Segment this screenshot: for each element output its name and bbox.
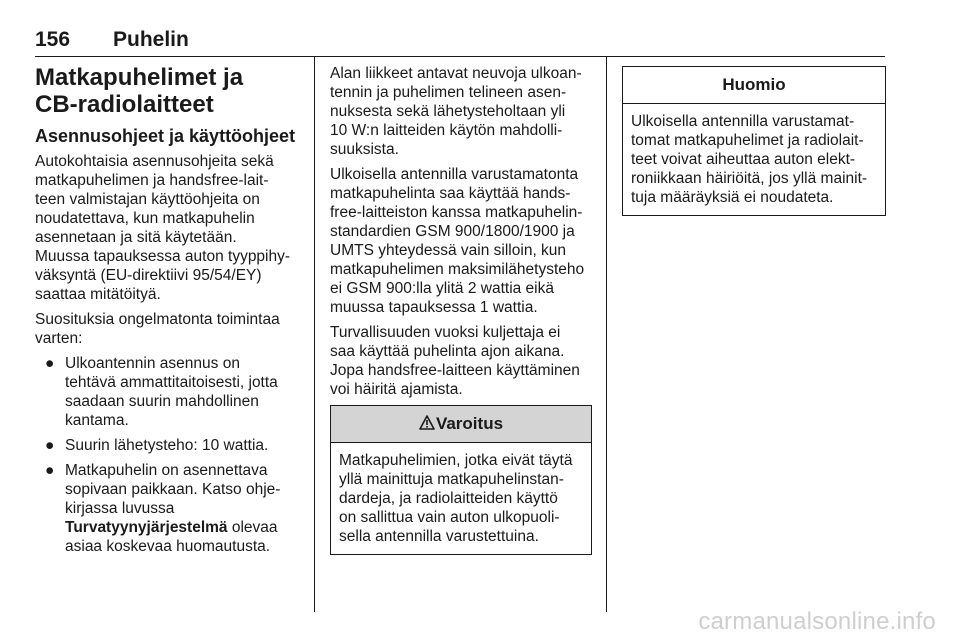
bullet-icon: ●	[45, 355, 55, 372]
sub-heading: Asennusohjeet ja käyttöohjeet	[35, 126, 296, 146]
page-number: 156	[35, 28, 71, 51]
paragraph-gsm: Ulkoisella antennilla varustamatonta matkapuhelinta saa käyttää hands- free-laitteiston kanssa matkapuhelin- standardien GSM 900/1800/1900 ja UMTS yhteydessä vain silloin, kun matkapuhelimen maksimilähetysteho ei GSM 900:lla ylitä 2 wattia eikä muussa tapauksessa 1 wattia.	[330, 166, 585, 316]
warning-triangle-icon	[419, 407, 435, 443]
list-item: ● Ulkoantennin asennus on tehtävä ammattitaitoisesti, jotta saadaan suurin mahdollinen kantama.	[45, 355, 278, 429]
paragraph-safety: Turvallisuuden vuoksi kuljettaja ei saa käyttää puhelinta ajon aikana. Jopa handsfree-laitteen käyttäminen voi häiritä ajamista.	[330, 324, 580, 398]
bullet-icon: ●	[45, 437, 55, 454]
note-header: Huomio	[623, 67, 885, 104]
watermark: carmanualsonline.info	[698, 608, 936, 635]
column-divider-2	[606, 57, 607, 612]
column-divider-1	[314, 57, 315, 612]
page-header	[35, 27, 885, 53]
warning-box	[330, 405, 592, 555]
warning-body: Matkapuhelimien, jotka eivät täytä yllä mainittuja matkapuhelinstan- dardeja, ja radiolaitteiden käyttö on sallittua vain auton ulkopuoli- sella antennilla varustettuina.	[339, 452, 573, 545]
column-2	[330, 64, 592, 555]
warning-title: Varoitus	[435, 414, 504, 433]
section-title: Puhelin	[113, 28, 189, 51]
column-3	[622, 64, 886, 216]
paragraph-dealers: Alan liikkeet antavat neuvoja ulkoan- tennin ja puhelimen telineen asen- nuksesta sekä lähetysteholtaan yli 10 W:n laitteiden käytön mahdolli- suuksista.	[330, 65, 582, 158]
header-rule	[35, 56, 885, 57]
warning-header	[331, 406, 591, 443]
note-box	[622, 66, 886, 216]
note-body: Ulkoisella antennilla varustamat- tomat matkapuhelimet ja radiolait- teet voivat aiheuttaa auton elekt- roniikkaan häiriöitä, jos yllä mainit- tuja määräyksiä ei noudateta.	[631, 113, 868, 206]
column-1	[35, 64, 303, 562]
recommendation-list	[35, 354, 303, 556]
list-item: ● Matkapuhelin on asennettava sopivaan paikkaan. Katso ohje- kirjassa luvussa Turvatyynyjärjestelmä olevaa asiaa koskevaa huomautusta.	[45, 462, 281, 555]
main-heading: Matkapuhelimet ja CB-radiolaitteet	[35, 64, 244, 118]
cross-reference-link[interactable]: Turvatyynyjärjestelmä	[65, 519, 228, 536]
paragraph-recommendations: Suosituksia ongelmatonta toimintaa varten:	[35, 311, 280, 347]
bullet-icon: ●	[45, 462, 55, 479]
paragraph-installation: Autokohtaisia asennusohjeita sekä matkapuhelimen ja handsfree-lait- teen valmistajan käyttöohjeita on noudatettava, kun matkapuhelin asennetaan ja sitä käytetään. Muussa tapauksessa auton tyyppihy- väksyntä (EU-direktiivi 95/54/EY) saattaa mitätöityä.	[35, 153, 291, 303]
list-item: ● Suurin lähetysteho: 10 wattia.	[45, 437, 269, 454]
